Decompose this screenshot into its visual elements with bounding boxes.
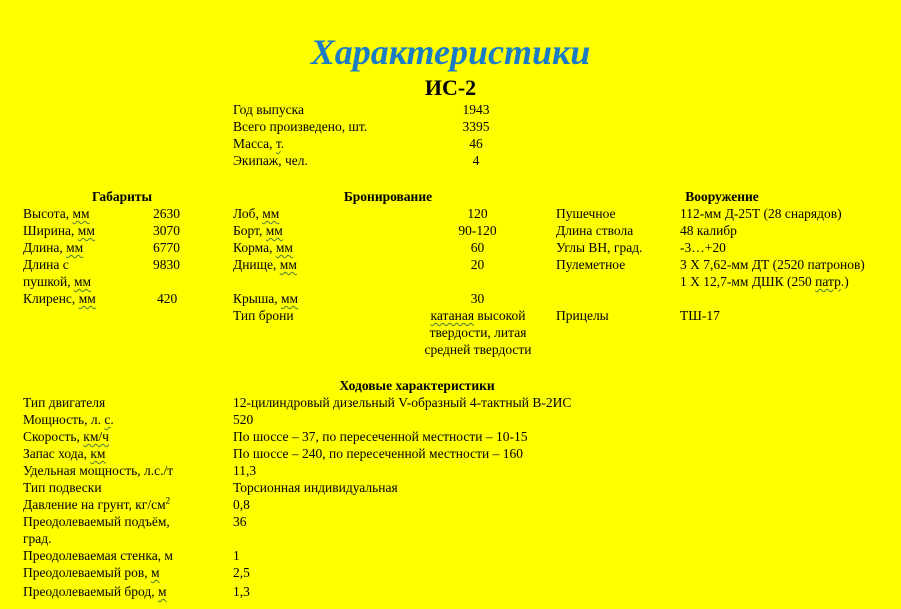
dimension-value: 9830 bbox=[153, 257, 180, 272]
armament-header: Вооружение bbox=[685, 189, 759, 204]
armament-value: 112-мм Д-25Т (28 снарядов) bbox=[680, 206, 842, 221]
running-label: Давление на грунт, $кг/см^2$ bbox=[23, 495, 171, 512]
page-title: Характеристики bbox=[310, 32, 591, 72]
running-label-cont: град. bbox=[23, 531, 52, 546]
running-label: Преодолеваемый брод, м bbox=[23, 584, 167, 599]
running-value: По шоссе – 37, по пересеченной местности – 10-15 bbox=[233, 429, 528, 444]
armor-value: 90-120 bbox=[458, 223, 497, 238]
armament-label: Пулеметное bbox=[556, 257, 626, 272]
armor-type-value: твердости, литая bbox=[429, 325, 527, 340]
running-value: 12-цилиндровый дизельный V-образный 4-тактный В-2ИС bbox=[233, 395, 572, 410]
running-value: 1 bbox=[233, 548, 240, 563]
model-name: ИС-2 bbox=[424, 75, 477, 100]
armament-value-cont: 1 Х 12,7-мм ДШК (250 патр.) bbox=[680, 274, 849, 289]
running-value: По шоссе – 240, по пересеченной местности – 160 bbox=[233, 446, 523, 461]
armament-value: 48 калибр bbox=[680, 223, 737, 238]
armor-type-value: катаная высокой bbox=[430, 308, 526, 323]
running-label: Скорость, км/ч bbox=[23, 429, 109, 444]
running-value: 2,5 bbox=[233, 565, 250, 580]
dimension-label: Длина с bbox=[23, 257, 69, 272]
armament-label: Прицелы bbox=[556, 308, 609, 323]
running-label: Тип подвески bbox=[23, 480, 102, 495]
armament-label: Пушечное bbox=[556, 206, 616, 221]
dimension-label: Ширина, мм bbox=[23, 223, 95, 238]
running-label: Удельная мощность, л.с./т bbox=[23, 463, 174, 478]
running-value: 36 bbox=[233, 514, 247, 529]
armor-value: 60 bbox=[470, 240, 485, 255]
armor-header: Бронирование bbox=[343, 189, 433, 204]
armor-value: 120 bbox=[467, 206, 488, 221]
dimension-value: 6770 bbox=[153, 240, 180, 255]
general-label: Год выпуска bbox=[233, 102, 304, 117]
armament-label: Длина ствола bbox=[556, 223, 634, 238]
armament-value: -3…+20 bbox=[680, 240, 726, 255]
dimension-value: 3070 bbox=[153, 223, 180, 238]
running-label: Мощность, л. с. bbox=[23, 412, 114, 427]
dimension-label: Высота, мм bbox=[23, 206, 90, 221]
armor-label: Днище, мм bbox=[233, 257, 297, 272]
running-label: Преодолеваемая стенка, м bbox=[23, 548, 173, 563]
general-value: 46 bbox=[469, 136, 483, 151]
dimension-value: 420 bbox=[157, 291, 178, 306]
armor-type-label: Тип брони bbox=[233, 308, 294, 323]
dimension-label-cont: пушкой, мм bbox=[23, 274, 92, 289]
running-value: 1,3 bbox=[233, 584, 250, 599]
general-label: Масса, т. bbox=[233, 136, 285, 151]
running-value: 0,8 bbox=[233, 497, 250, 512]
armor-value: 20 bbox=[470, 257, 485, 272]
running-label: Преодолеваемый подъём, bbox=[23, 514, 170, 529]
armor-label: Лоб, мм bbox=[233, 206, 280, 221]
dimension-value: 2630 bbox=[153, 206, 180, 221]
running-label: Запас хода, км bbox=[23, 446, 106, 461]
armor-label: Крыша, мм bbox=[233, 291, 299, 306]
dimension-label: Длина, мм bbox=[23, 240, 84, 255]
armor-label: Борт, мм bbox=[233, 223, 283, 238]
armor-value: 30 bbox=[470, 291, 485, 306]
running-label: Преодолеваемый ров, м bbox=[23, 565, 160, 580]
dimensions-header: Габариты bbox=[91, 189, 153, 204]
running-value: Торсионная индивидуальная bbox=[233, 480, 398, 495]
armament-value: ТШ-17 bbox=[680, 308, 720, 323]
armament-label: Углы ВН, град. bbox=[556, 240, 643, 255]
dimension-label: Клиренс, мм bbox=[23, 291, 96, 306]
running-label: Тип двигателя bbox=[23, 395, 106, 410]
running-value: 520 bbox=[233, 412, 254, 427]
armor-label: Корма, мм bbox=[233, 240, 293, 255]
armament-value: 3 Х 7,62-мм ДТ (2520 патронов) bbox=[680, 257, 865, 272]
general-value: 3395 bbox=[462, 119, 490, 134]
armor-type-value: средней твердости bbox=[424, 342, 532, 357]
general-label: Всего произведено, шт. bbox=[233, 119, 368, 134]
running-value: 11,3 bbox=[233, 463, 257, 478]
running-header: Ходовые характеристики bbox=[339, 378, 495, 393]
general-value: 4 bbox=[472, 153, 480, 168]
general-label: Экипаж, чел. bbox=[233, 153, 308, 168]
general-value: 1943 bbox=[462, 102, 490, 117]
